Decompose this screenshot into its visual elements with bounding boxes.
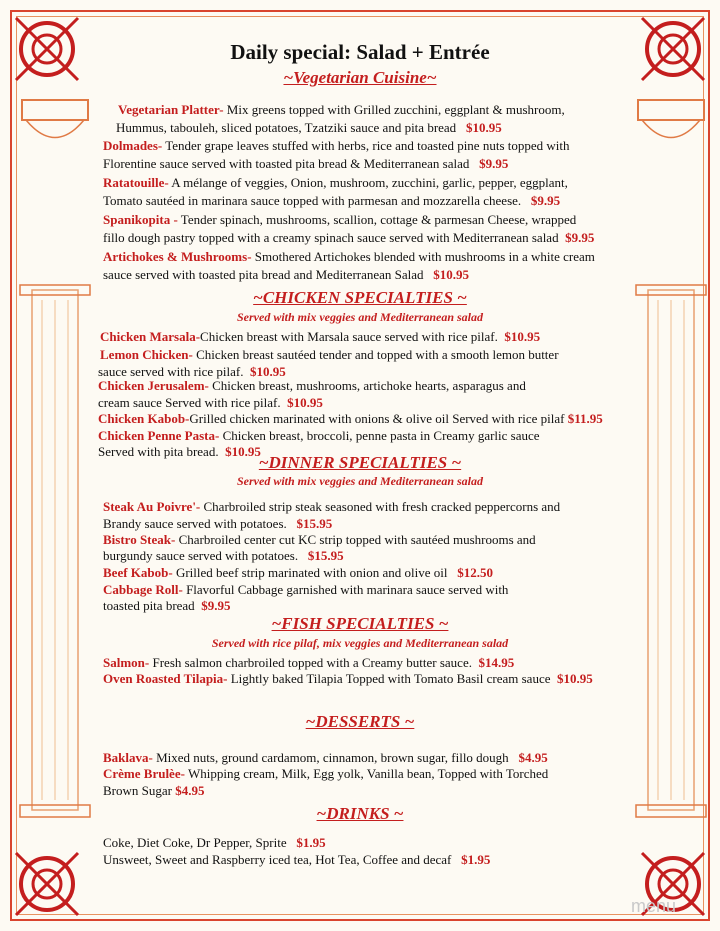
menu-item-steak-au-poivre — [103, 498, 560, 516]
section-subheading-fish: Served with rice pilaf, mix veggies and Mediterranean salad — [211, 636, 509, 650]
item-desc: Served with pita bread. — [98, 444, 219, 459]
section-subheading-dinner: Served with mix veggies and Mediterranean salad — [237, 474, 483, 488]
menu-item-chicken-jerusalem — [98, 377, 526, 395]
menu-item-dolmades-line2 — [103, 155, 508, 173]
item-desc: Grilled chicken marinated with onions & olive oil Served with rice pilaf — [189, 411, 565, 426]
item-name: Baklava- — [103, 750, 153, 765]
menu-item-tilapia — [103, 670, 593, 688]
item-name: Cabbage Roll- — [103, 582, 183, 597]
item-desc: sauce served with toasted pita bread and Mediterranean Salad — [103, 267, 424, 282]
item-name: Beef Kabob- — [103, 565, 173, 580]
item-name: Chicken Jerusalem- — [98, 378, 209, 393]
item-desc: Brandy sauce served with potatoes. — [103, 516, 287, 531]
menu-item-artichokes — [103, 248, 595, 266]
item-desc: A mélange of veggies, Onion, mushroom, zucchini, garlic, pepper, eggplant, — [168, 175, 568, 190]
item-desc: Tender spinach, mushrooms, scallion, cottage & parmesan Cheese, wrapped — [177, 212, 577, 227]
item-desc: Grilled beef strip marinated with onion and olive oil — [172, 565, 448, 580]
item-price: $4.95 — [175, 783, 205, 798]
item-desc: Brown Sugar — [103, 783, 172, 798]
item-desc: Unsweet, Sweet and Raspberry iced tea, Hot Tea, Coffee and decaf — [103, 852, 452, 867]
item-desc: Fresh salmon charbroiled topped with a Creamy butter sauce. — [149, 655, 472, 670]
item-name: Chicken Kabob- — [98, 411, 190, 426]
menu-item-cabbage-roll — [103, 581, 508, 599]
item-desc: fillo dough pastry topped with a creamy spinach sauce served with Mediterranean salad — [103, 230, 559, 245]
menu-item-chicken-penne — [98, 427, 540, 445]
item-name: Oven Roasted Tilapia- — [103, 671, 228, 686]
menu-item-creme-brulee-line2 — [103, 782, 204, 800]
menu-item-lemon-chicken — [100, 346, 559, 364]
item-desc: toasted pita bread — [103, 598, 195, 613]
menu-item-ratatouille — [103, 174, 568, 192]
section-heading-drinks: ~DRINKS ~ — [316, 804, 404, 823]
item-name: Chicken Marsala- — [100, 329, 201, 344]
item-desc: Florentine sauce served with toasted pita bread & Mediterranean salad — [103, 156, 470, 171]
item-price: $1.95 — [461, 852, 491, 867]
menu-item-ratatouille-line2 — [103, 192, 560, 210]
section-heading-desserts: ~DESSERTS ~ — [305, 712, 415, 731]
item-desc: Chicken breast with Marsala sauce served with rice pilaf. — [200, 329, 498, 344]
item-desc: Mixed nuts, ground cardamom, cinnamon, brown sugar, fillo dough — [152, 750, 509, 765]
item-name: Steak Au Poivre'- — [103, 499, 201, 514]
item-price: $15.95 — [296, 516, 333, 531]
menu-item-chicken-kabob — [98, 410, 603, 428]
item-price: $1.95 — [296, 835, 326, 850]
menu-item-vegetarian-platter-line2 — [116, 119, 502, 137]
menu-item-steak-au-poivre-line2 — [103, 515, 332, 533]
menu-item-cabbage-roll-line2 — [103, 597, 230, 615]
menu-item-spanikopita — [103, 211, 576, 229]
item-price: $10.95 — [557, 671, 593, 686]
menu-item-baklava — [103, 749, 548, 767]
item-desc: Smothered Artichokes blended with mushrooms in a white cream — [251, 249, 595, 264]
item-desc: sauce served with rice pilaf. — [98, 364, 244, 379]
menu-item-salmon — [103, 654, 514, 672]
item-price: $10.95 — [465, 120, 502, 135]
menu-item-beef-kabob — [103, 564, 493, 582]
item-price: $9.95 — [479, 156, 509, 171]
item-desc: Whipping cream, Milk, Egg yolk, Vanilla bean, Topped with Torched — [184, 766, 549, 781]
item-desc: Coke, Diet Coke, Dr Pepper, Sprite — [103, 835, 287, 850]
section-heading-chicken: ~CHICKEN SPECIALTIES ~ — [253, 288, 467, 307]
item-price: $10.95 — [225, 444, 261, 459]
item-desc: Chicken breast sautéed tender and topped with a smooth lemon butter — [192, 347, 559, 362]
menu-item-chicken-jerusalem-line2 — [98, 394, 323, 412]
menu-item-spanikopita-line2 — [103, 229, 594, 247]
menu-item-vegetarian-platter — [118, 101, 565, 119]
item-price: $10.95 — [433, 267, 470, 282]
item-name: Dolmades- — [103, 138, 163, 153]
item-name: Salmon- — [103, 655, 150, 670]
item-name: Lemon Chicken- — [100, 347, 193, 362]
item-name: Artichokes & Mushrooms- — [103, 249, 252, 264]
item-price: $4.95 — [518, 750, 548, 765]
menu-item-dolmades — [103, 137, 570, 155]
item-name: Vegetarian Platter- — [118, 102, 224, 117]
item-price: $15.95 — [307, 548, 344, 563]
item-price: $14.95 — [478, 655, 515, 670]
celtic-knot-bottom-left-icon — [8, 845, 86, 923]
item-price: $9.95 — [530, 193, 561, 208]
item-desc: burgundy sauce served with potatoes. — [103, 548, 299, 563]
menu-item-bistro-steak-line2 — [103, 547, 344, 565]
item-price: $12.50 — [457, 565, 493, 580]
watermark: menu — [630, 896, 676, 916]
section-heading-dinner: ~DINNER SPECIALTIES ~ — [258, 453, 462, 472]
section-heading-vegetarian: ~Vegetarian Cuisine~ — [283, 68, 437, 87]
item-desc: Mix greens topped with Grilled zucchini, eggplant & mushroom, — [223, 102, 565, 117]
menu-item-teas — [103, 851, 490, 869]
item-price: $11.95 — [567, 411, 603, 426]
item-price: $10.95 — [287, 395, 323, 410]
item-name: Bistro Steak- — [103, 532, 176, 547]
item-name: Crème Brulèe- — [103, 766, 185, 781]
item-desc: cream sauce Served with rice pilaf. — [98, 395, 281, 410]
menu-item-sodas — [103, 834, 326, 852]
item-price: $10.95 — [249, 364, 286, 379]
section-heading-fish: ~FISH SPECIALTIES ~ — [271, 614, 449, 633]
item-desc: Charbroiled center cut KC strip topped with sautéed mushrooms and — [175, 532, 536, 547]
menu-item-creme-brulee — [103, 765, 548, 783]
item-desc: Hummus, tabouleh, sliced potatoes, Tzatziki sauce and pita bread — [116, 120, 457, 135]
section-subheading-chicken: Served with mix veggies and Mediterranean salad — [237, 310, 483, 324]
item-desc: Flavorful Cabbage garnished with marinara sauce served with — [182, 582, 509, 597]
menu-item-artichokes-line2 — [103, 266, 469, 284]
item-desc: Chicken breast, mushrooms, artichoke hearts, asparagus and — [208, 378, 526, 393]
page-title: Daily special: Salad + Entrée — [230, 40, 490, 64]
item-desc: Tender grape leaves stuffed with herbs, rice and toasted pine nuts topped with — [162, 138, 570, 153]
item-price: $9.95 — [565, 230, 595, 245]
item-desc: Lightly baked Tilapia Topped with Tomato Basil cream sauce — [227, 671, 551, 686]
menu-item-chicken-marsala — [100, 328, 540, 346]
menu-item-bistro-steak — [103, 531, 536, 549]
item-name: Chicken Penne Pasta- — [98, 428, 220, 443]
item-name: Spanikopita - — [103, 212, 178, 227]
item-desc: Tomato sautéed in marinara sauce topped with parmesan and mozzarella cheese. — [103, 193, 522, 208]
item-price: $9.95 — [201, 598, 231, 613]
item-name: Ratatouille- — [103, 175, 169, 190]
item-desc: Charbroiled strip steak seasoned with fresh cracked peppercorns and — [200, 499, 561, 514]
item-price: $10.95 — [504, 329, 541, 344]
item-desc: Chicken breast, broccoli, penne pasta in Creamy garlic sauce — [219, 428, 540, 443]
